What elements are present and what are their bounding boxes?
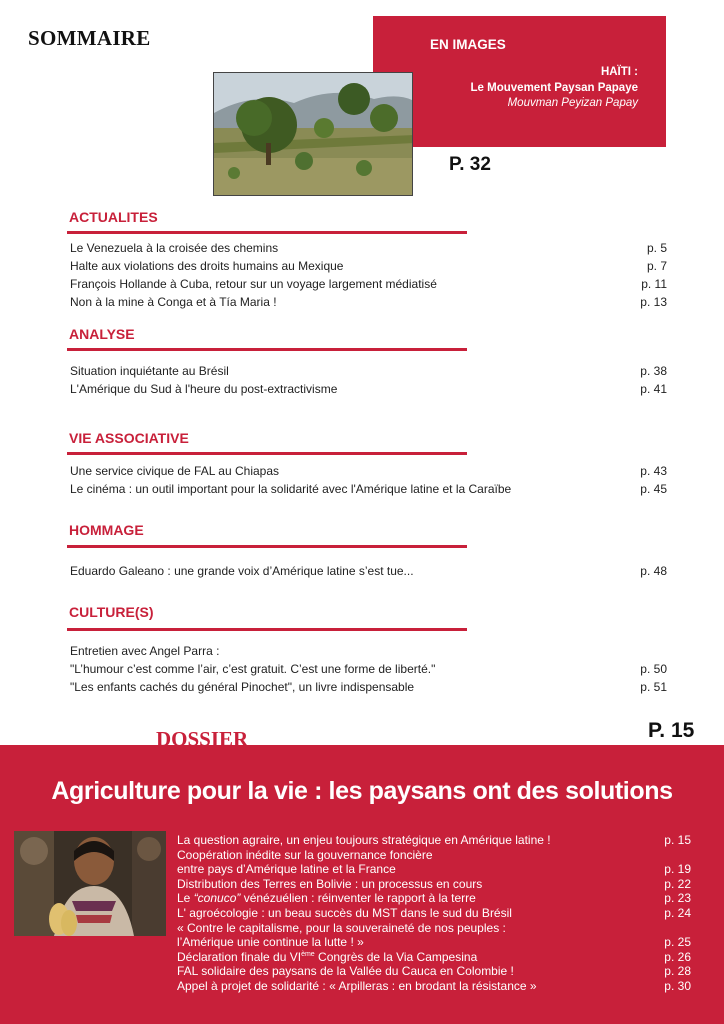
dossier-item: FAL solidaire des paysans de la Vallée du Cauca en Colombie ! <box>177 964 514 978</box>
toc-item: Le Venezuela à la croisée des chemins <box>70 241 279 255</box>
dossier-item: l’Amérique unie continue la lutte ! » <box>177 935 364 949</box>
en-images-subtitle: Le Mouvement Paysan Papaye <box>470 82 638 94</box>
dossier-page: P. 15 <box>648 719 695 742</box>
section-title-hommage: HOMMAGE <box>69 522 144 538</box>
dossier-band <box>0 745 724 1024</box>
section-title-cultures: CULTURE(S) <box>69 604 154 620</box>
toc-page-number: p. 43 <box>640 464 667 478</box>
toc-page-number: p. 13 <box>640 295 667 309</box>
dossier-page-number: p. 19 <box>664 862 691 876</box>
toc-page-number: p. 50 <box>640 662 667 676</box>
toc-item: Entretien avec Angel Parra : <box>70 644 220 658</box>
toc-item: Situation inquiétante au Brésil <box>70 364 229 378</box>
toc-page-number: p. 7 <box>646 259 667 273</box>
toc-item: Non à la mine à Conga et à Tía Maria ! <box>70 295 277 309</box>
section-divider <box>67 231 467 234</box>
dossier-page-number: p. 24 <box>664 906 691 920</box>
toc-page-number: p. 38 <box>640 364 667 378</box>
toc-item: L'Amérique du Sud à l'heure du post-extractivisme <box>70 382 338 396</box>
landscape-photo <box>213 72 413 196</box>
toc-page-number: p. 41 <box>640 382 667 396</box>
dossier-item: Coopération inédite sur la gouvernance foncière <box>177 848 433 862</box>
peasant-woman-photo <box>14 831 166 936</box>
en-images-label: EN IMAGES <box>430 37 506 52</box>
dossier-item-sup: ème <box>301 951 315 958</box>
toc-page-number: p. 45 <box>640 482 667 496</box>
dossier-item: entre pays d’Amérique latine et la France <box>177 862 396 876</box>
toc-page-number: p. 51 <box>640 680 667 694</box>
en-images-page: P. 32 <box>449 154 491 175</box>
dossier-page-number: p. 15 <box>664 833 691 847</box>
dossier-item-em: “conuco” <box>193 891 241 905</box>
dossier-label: DOSSIER <box>156 727 249 745</box>
dossier-item <box>177 891 476 905</box>
section-divider <box>67 452 467 455</box>
toc-page-number: p. 5 <box>646 241 667 255</box>
section-title-vie-associative: VIE ASSOCIATIVE <box>69 430 189 446</box>
section-title-analyse: ANALYSE <box>69 326 135 342</box>
dossier-page-number: p. 22 <box>664 877 691 891</box>
dossier-item <box>177 950 477 964</box>
toc-page-number: p. 11 <box>641 277 667 291</box>
section-title-actualites: ACTUALITES <box>69 209 158 225</box>
dossier-item-pre: Le <box>177 891 194 905</box>
en-images-box <box>373 16 666 147</box>
dossier-item: L' agroécologie : un beau succès du MST dans le sud du Brésil <box>177 906 512 920</box>
section-divider <box>67 348 467 351</box>
toc-item: Le cinéma : un outil important pour la solidarité avec l'Amérique latine et la Caraïbe <box>70 482 512 496</box>
section-divider <box>67 545 467 548</box>
dossier-page-number: p. 30 <box>664 979 691 993</box>
en-images-subtitle-creole: Mouvman Peyizan Papay <box>507 97 638 109</box>
dossier-item-pre: Déclaration finale du VI <box>177 950 302 964</box>
toc-item: "Les enfants cachés du général Pinochet", un livre indispensable <box>70 680 415 694</box>
toc-item: Halte aux violations des droits humains au Mexique <box>70 259 344 273</box>
dossier-item-post: Congrès de la Via Campesina <box>314 950 478 964</box>
dossier-page-number: p. 25 <box>664 935 691 949</box>
dossier-headline: Agriculture pour la vie : les paysans ont des solutions <box>51 777 673 805</box>
dossier-page-number: p. 28 <box>664 964 691 978</box>
dossier-item: La question agraire, un enjeu toujours stratégique en Amérique latine ! <box>177 833 551 847</box>
dossier-item: « Contre le capitalisme, pour la souveraineté de nos peuples : <box>177 921 506 935</box>
toc-item: Eduardo Galeano : une grande voix d’Amérique latine s’est tue... <box>70 564 414 578</box>
dossier-item-post: vénézuélien : réinventer le rapport à la terre <box>240 891 476 905</box>
toc-page-number: p. 48 <box>640 564 667 578</box>
section-divider <box>67 628 467 631</box>
dossier-page-number: p. 26 <box>664 950 691 964</box>
dossier-page-number: p. 23 <box>664 891 691 905</box>
dossier-item: Distribution des Terres en Bolivie : un processus en cours <box>177 877 483 891</box>
toc-item: François Hollande à Cuba, retour sur un voyage largement médiatisé <box>70 277 437 291</box>
toc-item: Une service civique de FAL au Chiapas <box>70 464 280 478</box>
toc-item: "L’humour c’est comme l’air, c’est gratuit. C’est une forme de liberté." <box>70 662 436 676</box>
dossier-item: Appel à projet de solidarité : « Arpilleras : en brodant la résistance » <box>177 979 537 993</box>
page-title: SOMMAIRE <box>28 26 151 50</box>
en-images-country: HAÏTI : <box>600 66 638 78</box>
